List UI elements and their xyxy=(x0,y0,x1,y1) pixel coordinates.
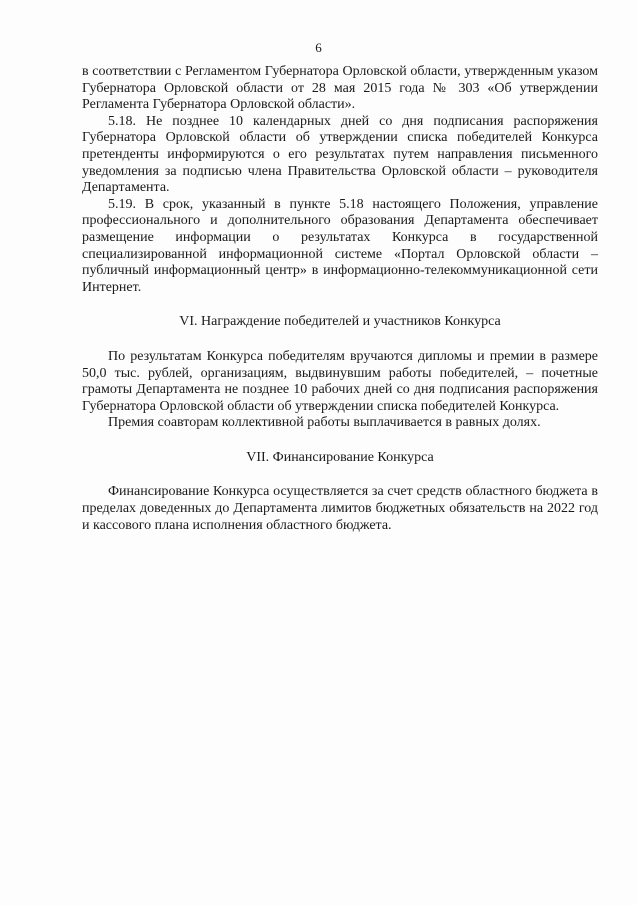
paragraph-5-18: 5.18. Не позднее 10 календарных дней со дня подписания распоряжения Губернатора Орловской области об утверждении списка победителей Конкурса претенденты информируются о его результатах путем направления письменного уведомления за подписью члена Правительства Орловской области – руководителя Департамента. xyxy=(82,113,598,196)
paragraph-5-19: 5.19. В срок, указанный в пункте 5.18 настоящего Положения, управление профессионального и дополнительного образования Департамента обеспечивает размещение информации о результатах Конкурса в государственной специализированной информационной системе «Портал Орловской области – публичный информационный центр» в информационно-телекоммуникационной сети Интернет. xyxy=(82,196,598,295)
section-heading-awards: VI. Награждение победителей и участников Конкурса xyxy=(179,314,501,330)
page-number: 6 xyxy=(315,40,322,55)
paragraph-continuation: в соответствии с Регламентом Губернатора Орловской области, утвержденным указом Губернатора Орловской области от 28 мая 2015 года № 303 «Об утверждении Регламента Губернатора Орловской области». xyxy=(82,64,598,113)
paragraph-funding: Финансирование Конкурса осуществляется за счет средств областного бюджета в пределах доведенных до Департамента лимитов бюджетных обязательств на 2022 год и кассового плана исполнения областного бюджета. xyxy=(82,484,598,533)
paragraph-coauthors: Премия соавторам коллективной работы выплачивается в равных долях. xyxy=(108,415,541,431)
paragraph-awards: По результатам Конкурса победителям вручаются дипломы и премии в размере 50,0 тыс. рублей, организациям, выдвинувшим работы победителей, – почетные грамоты Департамента не позднее 10 рабочих дней со дня подписания распоряжения Губернатора Орловской области об утверждении списка победителей Конкурса. xyxy=(82,348,598,414)
section-heading-funding: VII. Финансирование Конкурса xyxy=(246,449,434,465)
document-body xyxy=(82,64,598,534)
